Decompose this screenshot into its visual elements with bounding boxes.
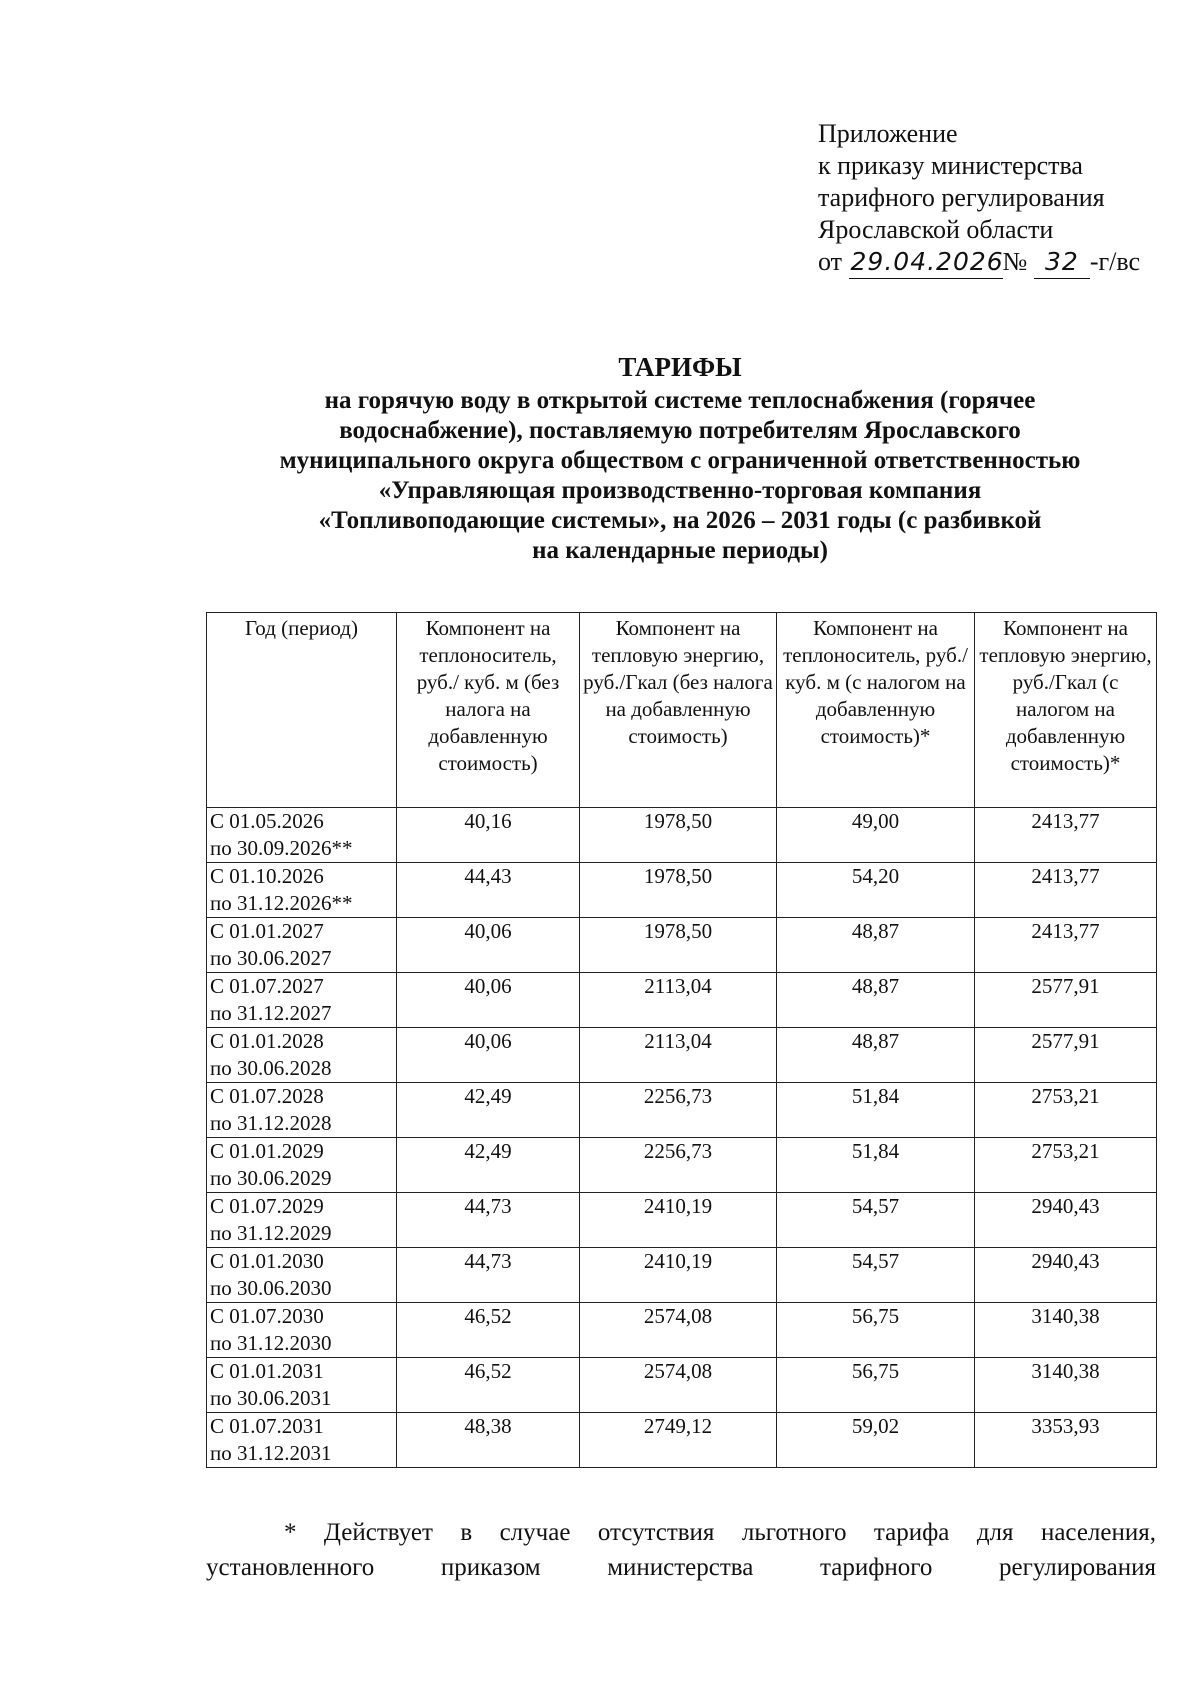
heat-no-vat-cell: 1978,50 bbox=[580, 863, 777, 918]
period-from: С 01.01.2027 bbox=[210, 919, 324, 943]
heat-vat-cell: 2577,91 bbox=[975, 973, 1157, 1028]
heat-no-vat-cell: 1978,50 bbox=[580, 918, 777, 973]
annex-order-line bbox=[818, 246, 1140, 279]
period-to: по 31.12.2026** bbox=[210, 891, 353, 915]
title-main: ТАРИФЫ bbox=[618, 352, 742, 382]
header-coolant-vat: Компонент на теплоноситель, руб./ куб. м (с налогом на добавленную стоимость)* bbox=[777, 613, 975, 808]
header-heat-vat: Компонент на тепловую энергию, руб./Гкал (с налогом на добавленную стоимость)* bbox=[975, 613, 1157, 808]
annex-line-3: тарифного регулирования bbox=[818, 183, 1105, 212]
coolant-vat-cell: 48,87 bbox=[777, 1028, 975, 1083]
heat-no-vat-cell: 2113,04 bbox=[580, 973, 777, 1028]
title-line-6: на календарные периоды) bbox=[532, 537, 828, 564]
period-cell bbox=[207, 863, 397, 918]
document-title bbox=[160, 350, 1200, 566]
period-from: С 01.01.2031 bbox=[210, 1359, 324, 1383]
coolant-no-vat-cell: 44,73 bbox=[397, 1193, 580, 1248]
table-row bbox=[207, 1358, 1157, 1413]
period-from: С 01.07.2031 bbox=[210, 1414, 324, 1438]
coolant-vat-cell: 49,00 bbox=[777, 808, 975, 863]
heat-no-vat-cell: 2574,08 bbox=[580, 1303, 777, 1358]
coolant-no-vat-cell: 42,49 bbox=[397, 1138, 580, 1193]
coolant-vat-cell: 59,02 bbox=[777, 1413, 975, 1468]
heat-vat-cell: 2753,21 bbox=[975, 1138, 1157, 1193]
table-row bbox=[207, 973, 1157, 1028]
handwritten-number: 32 bbox=[1034, 246, 1090, 279]
period-cell bbox=[207, 1413, 397, 1468]
coolant-no-vat-cell: 40,06 bbox=[397, 1028, 580, 1083]
coolant-vat-cell: 48,87 bbox=[777, 918, 975, 973]
period-to: по 30.06.2031 bbox=[210, 1386, 332, 1410]
period-to: по 31.12.2031 bbox=[210, 1441, 332, 1465]
coolant-no-vat-cell: 44,73 bbox=[397, 1248, 580, 1303]
heat-no-vat-cell: 1978,50 bbox=[580, 808, 777, 863]
period-cell bbox=[207, 1138, 397, 1193]
coolant-vat-cell: 54,57 bbox=[777, 1193, 975, 1248]
period-from: С 01.07.2029 bbox=[210, 1194, 324, 1218]
header-heat-no-vat: Компонент на тепловую энергию, руб./Гкал (без налога на добавленную стоимость) bbox=[580, 613, 777, 808]
heat-no-vat-cell: 2256,73 bbox=[580, 1083, 777, 1138]
title-line-4: «Управляющая производственно-торговая компания bbox=[378, 477, 982, 504]
coolant-no-vat-cell: 44,43 bbox=[397, 863, 580, 918]
period-from: С 01.01.2028 bbox=[210, 1029, 324, 1053]
period-to: по 30.09.2026** bbox=[210, 836, 353, 860]
period-cell bbox=[207, 1303, 397, 1358]
table-row bbox=[207, 808, 1157, 863]
footnote-line-2: установленного приказом министерства тарифного регулирования bbox=[206, 1554, 1156, 1581]
table-header-row bbox=[207, 613, 1157, 808]
coolant-no-vat-cell: 40,06 bbox=[397, 918, 580, 973]
period-cell bbox=[207, 1083, 397, 1138]
heat-no-vat-cell: 2574,08 bbox=[580, 1358, 777, 1413]
coolant-no-vat-cell: 40,16 bbox=[397, 808, 580, 863]
footnote bbox=[206, 1515, 1156, 1585]
period-cell bbox=[207, 808, 397, 863]
coolant-no-vat-cell: 46,52 bbox=[397, 1358, 580, 1413]
title-line-1: на горячую воду в открытой системе теплоснабжения (горячее bbox=[324, 387, 1036, 414]
period-cell bbox=[207, 1193, 397, 1248]
period-to: по 31.12.2030 bbox=[210, 1331, 332, 1355]
annex-block bbox=[818, 118, 1140, 279]
heat-vat-cell: 3140,38 bbox=[975, 1303, 1157, 1358]
period-to: по 31.12.2028 bbox=[210, 1111, 332, 1135]
heat-no-vat-cell: 2256,73 bbox=[580, 1138, 777, 1193]
period-cell bbox=[207, 918, 397, 973]
period-to: по 30.06.2027 bbox=[210, 946, 332, 970]
period-to: по 30.06.2030 bbox=[210, 1276, 332, 1300]
tariff-table bbox=[206, 612, 1157, 1468]
table-row bbox=[207, 1248, 1157, 1303]
heat-vat-cell: 2940,43 bbox=[975, 1248, 1157, 1303]
heat-no-vat-cell: 2410,19 bbox=[580, 1193, 777, 1248]
header-coolant-no-vat: Компонент на теплоноситель, руб./ куб. м (без налога на добавленную стоимость) bbox=[397, 613, 580, 808]
coolant-vat-cell: 48,87 bbox=[777, 973, 975, 1028]
table-row bbox=[207, 1193, 1157, 1248]
heat-no-vat-cell: 2410,19 bbox=[580, 1248, 777, 1303]
period-from: С 01.01.2030 bbox=[210, 1249, 324, 1273]
period-to: по 30.06.2028 bbox=[210, 1056, 332, 1080]
annex-prefix: от bbox=[818, 247, 843, 276]
annex-line-4: Ярославской области bbox=[818, 215, 1054, 244]
period-to: по 31.12.2027 bbox=[210, 1001, 332, 1025]
heat-vat-cell: 3353,93 bbox=[975, 1413, 1157, 1468]
footnote-line-1: * Действует в случае отсутствия льготного тарифа для населения, bbox=[284, 1519, 1156, 1546]
heat-no-vat-cell: 2749,12 bbox=[580, 1413, 777, 1468]
title-line-2: водоснабжение), поставляемую потребителям Ярославского bbox=[339, 417, 1021, 444]
number-sign: № bbox=[1002, 247, 1028, 276]
coolant-vat-cell: 54,20 bbox=[777, 863, 975, 918]
table-row bbox=[207, 1028, 1157, 1083]
coolant-no-vat-cell: 48,38 bbox=[397, 1413, 580, 1468]
heat-no-vat-cell: 2113,04 bbox=[580, 1028, 777, 1083]
period-cell bbox=[207, 1248, 397, 1303]
period-cell bbox=[207, 1358, 397, 1413]
period-from: С 01.07.2027 bbox=[210, 974, 324, 998]
coolant-vat-cell: 54,57 bbox=[777, 1248, 975, 1303]
period-from: С 01.07.2028 bbox=[210, 1084, 324, 1108]
coolant-no-vat-cell: 40,06 bbox=[397, 973, 580, 1028]
heat-vat-cell: 2413,77 bbox=[975, 918, 1157, 973]
title-line-5: «Топливоподающие системы», на 2026 – 2031 годы (с разбивкой bbox=[318, 507, 1042, 534]
period-from: С 01.10.2026 bbox=[210, 864, 324, 888]
coolant-no-vat-cell: 42,49 bbox=[397, 1083, 580, 1138]
coolant-vat-cell: 56,75 bbox=[777, 1358, 975, 1413]
title-line-3: муниципального округа обществом с ограниченной ответственностью bbox=[279, 447, 1081, 474]
heat-vat-cell: 2413,77 bbox=[975, 863, 1157, 918]
table-row bbox=[207, 863, 1157, 918]
heat-vat-cell: 2577,91 bbox=[975, 1028, 1157, 1083]
heat-vat-cell: 2753,21 bbox=[975, 1083, 1157, 1138]
table-row bbox=[207, 918, 1157, 973]
coolant-vat-cell: 51,84 bbox=[777, 1083, 975, 1138]
coolant-no-vat-cell: 46,52 bbox=[397, 1303, 580, 1358]
heat-vat-cell: 2940,43 bbox=[975, 1193, 1157, 1248]
coolant-vat-cell: 51,84 bbox=[777, 1138, 975, 1193]
coolant-vat-cell: 56,75 bbox=[777, 1303, 975, 1358]
order-suffix: -г/вс bbox=[1089, 247, 1141, 276]
table-row bbox=[207, 1083, 1157, 1138]
period-from: С 01.05.2026 bbox=[210, 809, 324, 833]
annex-line-2: к приказу министерства bbox=[818, 151, 1083, 180]
period-to: по 30.06.2029 bbox=[210, 1166, 332, 1190]
table-row bbox=[207, 1413, 1157, 1468]
handwritten-date: 29.04.2026 bbox=[849, 246, 1003, 279]
table-row bbox=[207, 1138, 1157, 1193]
period-from: С 01.01.2029 bbox=[210, 1139, 324, 1163]
header-period: Год (период) bbox=[207, 613, 397, 808]
period-cell bbox=[207, 1028, 397, 1083]
heat-vat-cell: 2413,77 bbox=[975, 808, 1157, 863]
period-to: по 31.12.2029 bbox=[210, 1221, 332, 1245]
annex-line-1: Приложение bbox=[818, 119, 958, 148]
period-from: С 01.07.2030 bbox=[210, 1304, 324, 1328]
period-cell bbox=[207, 973, 397, 1028]
heat-vat-cell: 3140,38 bbox=[975, 1358, 1157, 1413]
table-row bbox=[207, 1303, 1157, 1358]
